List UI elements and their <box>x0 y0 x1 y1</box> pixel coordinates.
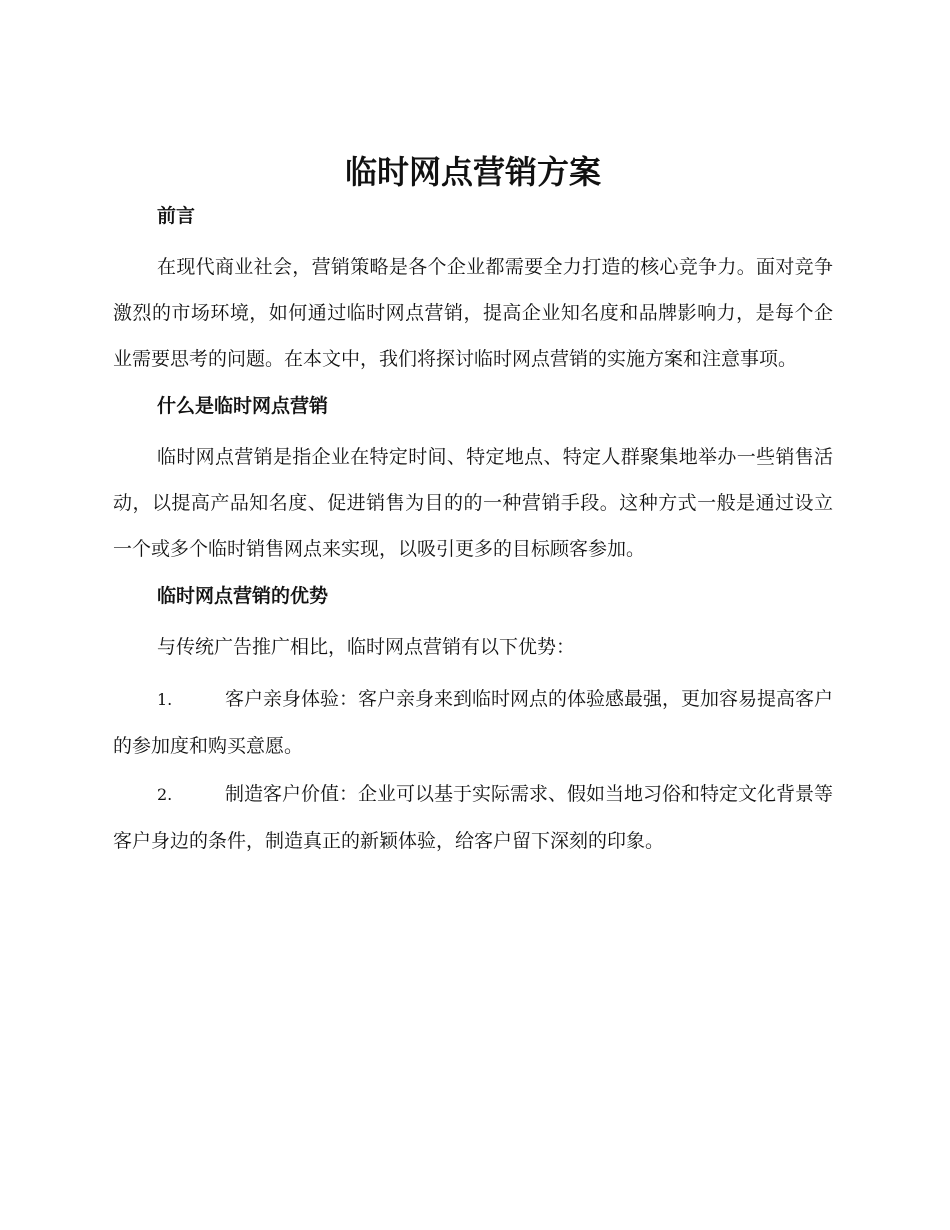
section-heading-what: 什么是临时网点营销 <box>157 395 329 417</box>
section-heading-intro: 前言 <box>157 205 196 227</box>
document-body <box>113 150 833 866</box>
document-title: 临时网点营销方案 <box>344 153 601 191</box>
list-item-number: 2. <box>157 785 173 804</box>
list-item <box>113 676 833 769</box>
list-item <box>113 771 833 864</box>
list-item-text: 客户亲身体验：客户亲身来到临时网点的体验感最强，更加容易提高客户的参加度和购买意愿。 <box>113 688 834 757</box>
advantages-lead: 与传统广告推广相比，临时网点营销有以下优势： <box>157 636 576 658</box>
list-item-text: 制造客户价值：企业可以基于实际需求、假如当地习俗和特定文化背景等客户身边的条件，制造真正的新颖体验，给客户留下深刻的印象。 <box>113 783 834 852</box>
what-paragraph: 临时网点营销是指企业在特定时间、特定地点、特定人群聚集地举办一些销售活动，以提高产品知名度、促进销售为目的的一种营销手段。这种方式一般是通过设立一个或多个临时销售网点来实现，以吸引更多的目标顾客参加。 <box>113 446 833 560</box>
intro-paragraph: 在现代商业社会，营销策略是各个企业都需要全力打造的核心竞争力。面对竞争激烈的市场环境，如何通过临时网点营销，提高企业知名度和品牌影响力，是每个企业需要思考的问题。在本文中，我们将探讨临时网点营销的实施方案和注意事项。 <box>113 256 833 370</box>
list-item-number: 1. <box>157 690 173 709</box>
section-heading-advantages: 临时网点营销的优势 <box>157 585 329 607</box>
